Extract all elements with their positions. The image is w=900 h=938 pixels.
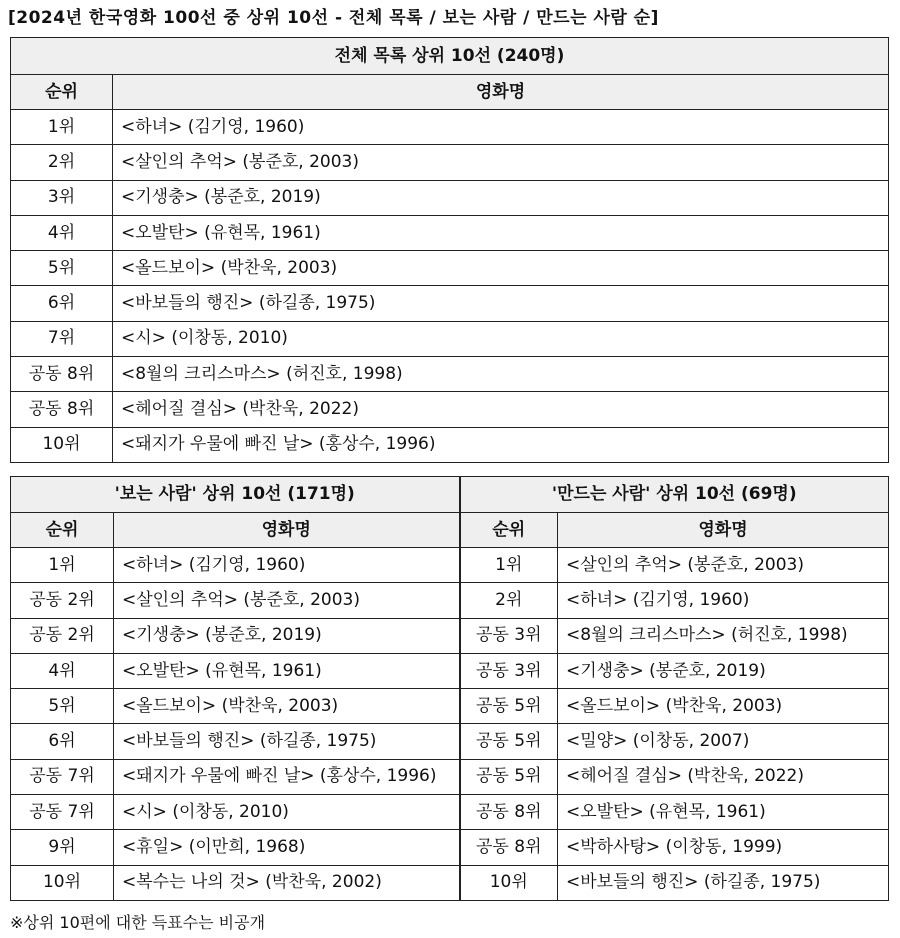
viewers-rank-cell: 5위	[11, 689, 114, 724]
viewers-makers-table-body	[11, 548, 889, 901]
film-cell: <올드보이> (박찬욱, 2003)	[113, 251, 889, 286]
rank-cell: 2위	[11, 145, 113, 180]
table-row	[11, 110, 889, 145]
table-row	[11, 180, 889, 215]
table-row	[11, 251, 889, 286]
film-cell: <하녀> (김기영, 1960)	[113, 110, 889, 145]
viewers-film-cell: <돼지가 우물에 빠진 날> (홍상수, 1996)	[114, 759, 460, 794]
makers-film-cell: <밀양> (이창동, 2007)	[558, 724, 889, 759]
makers-film-header: 영화명	[558, 513, 889, 548]
viewers-rank-cell: 9위	[11, 830, 114, 865]
makers-rank-cell: 공동 5위	[460, 759, 558, 794]
table-row	[11, 357, 889, 392]
table-row	[11, 618, 889, 653]
makers-rank-header: 순위	[460, 513, 558, 548]
viewers-film-cell: <오발탄> (유현목, 1961)	[114, 653, 460, 688]
viewers-rank-cell: 공동 7위	[11, 795, 114, 830]
table-row	[11, 215, 889, 250]
makers-rank-cell: 공동 8위	[460, 830, 558, 865]
footnote: ※상위 10편에 대한 득표수는 비공개	[10, 913, 266, 932]
makers-rank-cell: 1위	[460, 548, 558, 583]
makers-film-cell: <오발탄> (유현목, 1961)	[558, 795, 889, 830]
table-row	[11, 689, 889, 724]
film-cell: <바보들의 행진> (하길종, 1975)	[113, 286, 889, 321]
rank-cell: 1위	[11, 110, 113, 145]
rank-cell: 10위	[11, 427, 113, 462]
table-row	[11, 583, 889, 618]
film-cell: <돼지가 우물에 빠진 날> (홍상수, 1996)	[113, 427, 889, 462]
viewers-rank-cell: 6위	[11, 724, 114, 759]
viewers-rank-cell: 공동 2위	[11, 583, 114, 618]
makers-film-cell: <하녀> (김기영, 1960)	[558, 583, 889, 618]
makers-table-caption: '만드는 사람' 상위 10선 (69명)	[460, 477, 889, 513]
viewers-film-cell: <바보들의 행진> (하길종, 1975)	[114, 724, 460, 759]
overall-table-body	[11, 110, 889, 463]
table-row	[11, 145, 889, 180]
viewers-table-caption: '보는 사람' 상위 10선 (171명)	[11, 477, 460, 513]
rank-cell: 공동 8위	[11, 357, 113, 392]
rank-cell: 공동 8위	[11, 392, 113, 427]
viewers-film-cell: <기생충> (봉준호, 2019)	[114, 618, 460, 653]
table-row	[11, 830, 889, 865]
makers-film-cell: <박하사탕> (이창동, 1999)	[558, 830, 889, 865]
rank-cell: 6위	[11, 286, 113, 321]
table-row	[11, 795, 889, 830]
makers-rank-cell: 공동 3위	[460, 653, 558, 688]
table-row	[11, 724, 889, 759]
table-row	[11, 548, 889, 583]
viewers-film-cell: <살인의 추억> (봉준호, 2003)	[114, 583, 460, 618]
rank-cell: 5위	[11, 251, 113, 286]
overall-rank-header: 순위	[11, 75, 113, 110]
viewers-rank-cell: 1위	[11, 548, 114, 583]
film-cell: <살인의 추억> (봉준호, 2003)	[113, 145, 889, 180]
table-row	[11, 653, 889, 688]
makers-film-cell: <살인의 추억> (봉준호, 2003)	[558, 548, 889, 583]
makers-rank-cell: 2위	[460, 583, 558, 618]
makers-film-cell: <올드보이> (박찬욱, 2003)	[558, 689, 889, 724]
film-cell: <오발탄> (유현목, 1961)	[113, 215, 889, 250]
makers-film-cell: <기생충> (봉준호, 2019)	[558, 653, 889, 688]
makers-film-cell: <바보들의 행진> (하길종, 1975)	[558, 865, 889, 900]
rank-cell: 3위	[11, 180, 113, 215]
overall-table-caption: 전체 목록 상위 10선 (240명)	[11, 38, 889, 75]
rank-cell: 4위	[11, 215, 113, 250]
rank-cell: 7위	[11, 321, 113, 356]
viewers-rank-cell: 4위	[11, 653, 114, 688]
table-row	[11, 286, 889, 321]
overall-top10-table	[10, 37, 889, 463]
table-row	[11, 427, 889, 462]
makers-rank-cell: 공동 5위	[460, 689, 558, 724]
table-row	[11, 865, 889, 900]
makers-film-cell: <8월의 크리스마스> (허진호, 1998)	[558, 618, 889, 653]
makers-film-cell: <헤어질 결심> (박찬욱, 2022)	[558, 759, 889, 794]
table-row	[11, 759, 889, 794]
viewers-film-cell: <시> (이창동, 2010)	[114, 795, 460, 830]
viewers-rank-cell: 공동 7위	[11, 759, 114, 794]
viewers-film-cell: <올드보이> (박찬욱, 2003)	[114, 689, 460, 724]
viewers-rank-cell: 10위	[11, 865, 114, 900]
makers-rank-cell: 공동 8위	[460, 795, 558, 830]
film-cell: <8월의 크리스마스> (허진호, 1998)	[113, 357, 889, 392]
overall-film-header: 영화명	[113, 75, 889, 110]
viewers-film-cell: <휴일> (이만희, 1968)	[114, 830, 460, 865]
makers-rank-cell: 공동 3위	[460, 618, 558, 653]
makers-rank-cell: 10위	[460, 865, 558, 900]
film-cell: <시> (이창동, 2010)	[113, 321, 889, 356]
viewers-film-header: 영화명	[114, 513, 460, 548]
viewers-rank-cell: 공동 2위	[11, 618, 114, 653]
viewers-rank-header: 순위	[11, 513, 114, 548]
film-cell: <기생충> (봉준호, 2019)	[113, 180, 889, 215]
makers-rank-cell: 공동 5위	[460, 724, 558, 759]
table-row	[11, 321, 889, 356]
film-cell: <헤어질 결심> (박찬욱, 2022)	[113, 392, 889, 427]
viewers-makers-table	[10, 476, 889, 901]
viewers-film-cell: <복수는 나의 것> (박찬욱, 2002)	[114, 865, 460, 900]
viewers-film-cell: <하녀> (김기영, 1960)	[114, 548, 460, 583]
page-title: [2024년 한국영화 100선 중 상위 10선 - 전체 목록 / 보는 사람 / 만드는 사람 순]	[8, 8, 659, 28]
table-row	[11, 392, 889, 427]
